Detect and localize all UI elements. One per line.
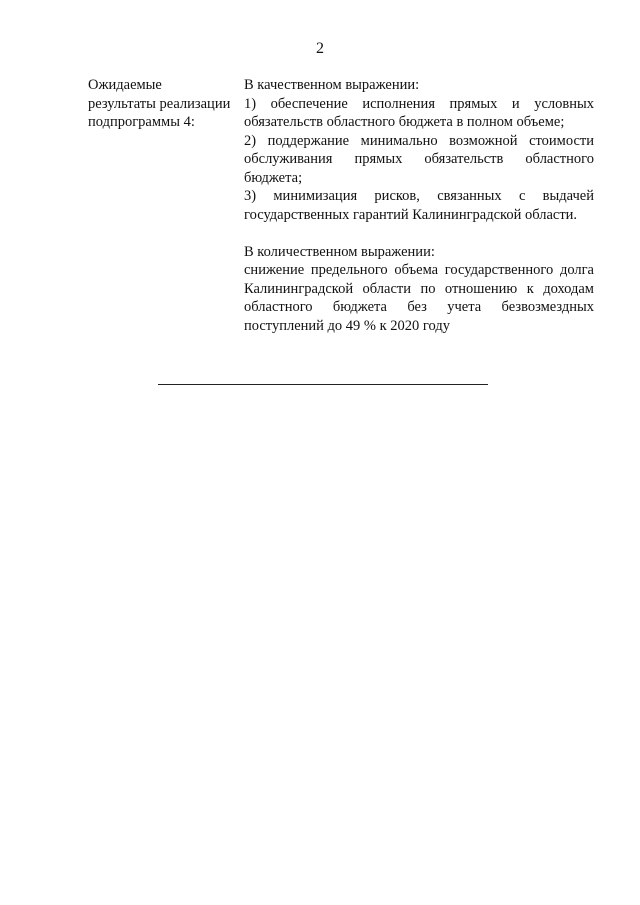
page-number: 2	[316, 40, 324, 57]
qualitative-item-2: 2) поддержание минимально возможной стоимости обслуживания прямых обязательств областного бюджета;	[244, 132, 594, 186]
label-line-1: Ожидаемые	[88, 77, 162, 93]
quantitative-heading: В количественном выражении:	[244, 243, 435, 260]
qualitative-heading: В качественном выражении:	[244, 77, 420, 93]
end-divider	[158, 384, 488, 385]
expected-results-label	[88, 76, 238, 132]
expected-results-content	[244, 76, 594, 335]
qualitative-item-3: 3) минимизация рисков, связанных с выдачей государственных гарантий Калининградской области.	[244, 188, 594, 223]
quantitative-text: снижение предельного объема государственного долга Калининградской области по отношению к доходам областного бюджета без учета безвозмездных поступлений до 49 % к 2020 году	[244, 262, 594, 334]
paragraph-spacer	[244, 224, 594, 243]
label-line-2: результаты реализации	[88, 95, 231, 112]
qualitative-item-1: 1) обеспечение исполнения прямых и условных обязательств областного бюджета в полном объеме;	[244, 95, 594, 130]
label-line-3: подпрограммы 4:	[88, 114, 195, 130]
